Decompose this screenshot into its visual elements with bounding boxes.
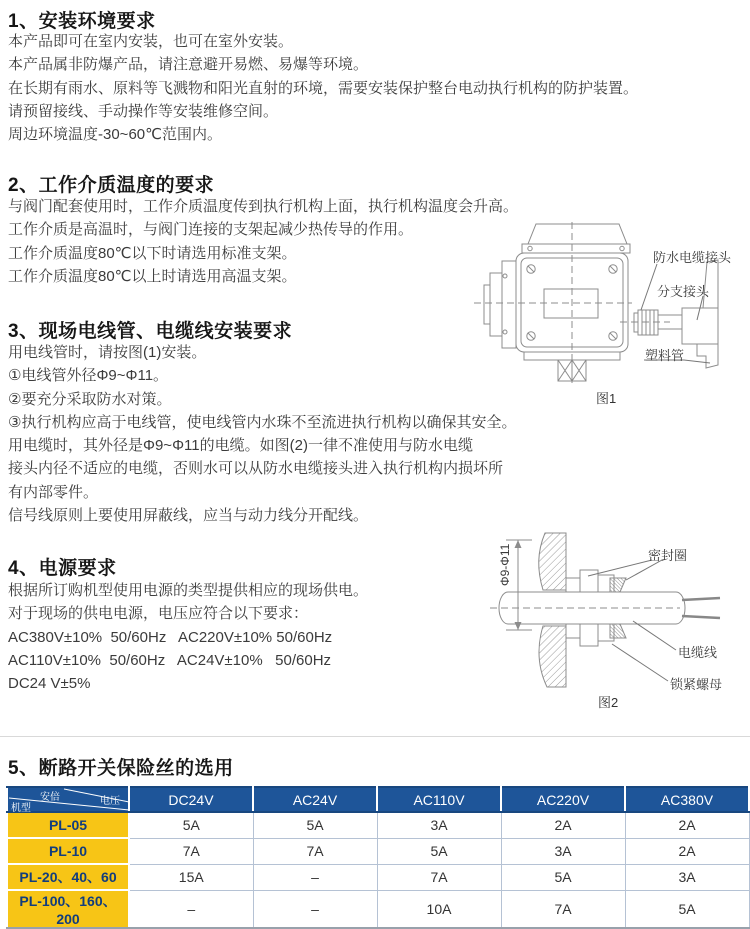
model-cell: PL-100、160、200: [7, 890, 129, 928]
paragraph-line: 请预留接线、手动操作等安装维修空间。: [8, 102, 279, 120]
section-3-body: [8, 341, 516, 527]
section-1-body: [8, 30, 638, 146]
voltage-spec-line: AC380V±10% 50/60Hz AC220V±10% 50/60Hz: [8, 628, 333, 646]
fuse-value-cell: 3A: [377, 812, 501, 838]
fuse-value-cell: 2A: [501, 812, 625, 838]
column-header-ac24v: AC24V: [253, 787, 377, 812]
fig2-label-lock-nut: 锁紧螺母: [670, 677, 723, 692]
fig2-dimension-label: Φ9-Φ11: [498, 543, 512, 586]
figure-2-gland-section-diagram: [460, 520, 750, 720]
table-row: [7, 864, 749, 890]
paragraph-line: ①电线管外径Φ9~Φ11。: [8, 367, 169, 385]
paragraph-line: 用电缆时，其外径是Φ9~Φ11的电缆。如图(2)一律不准使用与防水电缆: [8, 437, 473, 455]
paragraph-line: 根据所订购机型使用电源的类型提供相应的现场供电。: [8, 582, 369, 599]
figure-1-actuator-diagram: [470, 222, 750, 414]
fuse-value-cell: 7A: [501, 890, 625, 928]
table-row: [7, 812, 749, 838]
paragraph-line: 与阀门配套使用时，工作介质温度传到执行机构上面，执行机构温度会升高。: [8, 198, 519, 215]
fig2-label-seal-ring: 密封圈: [648, 548, 688, 563]
fuse-value-cell: –: [253, 890, 377, 928]
section-4-body: [8, 579, 368, 695]
corner-label-voltage: 电压: [100, 796, 120, 807]
fuse-value-cell: 3A: [501, 838, 625, 864]
voltage-spec-line: DC24 V±5%: [8, 675, 91, 693]
fig1-label-plastic-tube: 塑料管: [645, 348, 685, 363]
fig1-label-waterproof-gland: 防水电缆接头: [653, 250, 732, 265]
fuse-value-cell: –: [129, 890, 253, 928]
fuse-value-cell: 5A: [129, 812, 253, 838]
figure-1-caption: 图1: [596, 391, 617, 406]
voltage-spec-line: AC110V±10% 50/60Hz AC24V±10% 50/60Hz: [8, 651, 332, 669]
paragraph-line: 信号线原则上要使用屏蔽线，应当与动力线分开配线。: [8, 507, 369, 525]
table-row: [7, 838, 749, 864]
table-row: [7, 890, 749, 928]
fuse-value-cell: 5A: [377, 838, 501, 864]
paragraph-line: 在长期有雨水、原料等飞溅物和阳光直射的环境，需要安装保护整台电动执行机构的防护装置。: [8, 79, 639, 97]
paragraph-line: 对于现场的供电电源，电压应符合以下要求：: [8, 605, 309, 623]
fuse-value-cell: 7A: [253, 838, 377, 864]
fuse-value-cell: 3A: [625, 864, 749, 890]
paragraph-line: 用电线管时，请按图(1)安装。: [8, 344, 207, 361]
section-1-heading: 1、安装环境要求: [8, 11, 156, 32]
model-cell: PL-20、40、60: [7, 864, 129, 890]
fuse-value-cell: 5A: [253, 812, 377, 838]
paragraph-line: 工作介质温度80℃以上时请选用高温支架。: [8, 267, 297, 285]
figure-2-caption: 图2: [598, 695, 619, 710]
paragraph-line: 接头内径不适应的电缆，否则水可以从防水电缆接头进入执行机构内损坏所: [8, 460, 504, 478]
paragraph-line: 本产品即可在室内安装，也可在室外安装。: [8, 33, 294, 50]
table-corner-cell: [7, 787, 129, 812]
fuse-value-cell: 2A: [625, 812, 749, 838]
paragraph-line: 周边环境温度-30~60℃范围内。: [8, 126, 222, 144]
fuse-value-cell: 5A: [625, 890, 749, 928]
paragraph-line: ③执行机构应高于电线管，使电线管内水珠不至流进执行机构以确保其安全。: [8, 413, 517, 431]
paragraph-line: ②要充分采取防水对策。: [8, 390, 172, 408]
fuse-value-cell: 10A: [377, 890, 501, 928]
fig1-label-branch-joint: 分支接头: [657, 284, 710, 299]
paragraph-line: 工作介质是高温时，与阀门连接的支架起减少热传导的作用。: [8, 221, 414, 239]
section-5-heading: 5、断路开关保险丝的选用: [8, 758, 234, 779]
column-header-ac380v: AC380V: [625, 787, 749, 812]
model-cell: PL-05: [7, 812, 129, 838]
section-2-body: [8, 195, 518, 288]
corner-label-model: 机型: [11, 803, 31, 814]
fuse-selection-table: [6, 786, 750, 929]
paragraph-line: 有内部零件。: [8, 483, 99, 501]
fuse-value-cell: 2A: [625, 838, 749, 864]
fuse-value-cell: 7A: [377, 864, 501, 890]
section-3-heading: 3、现场电线管、电缆线安装要求: [8, 321, 293, 342]
column-header-dc24v: DC24V: [129, 787, 253, 812]
column-header-ac110v: AC110V: [377, 787, 501, 812]
fuse-value-cell: 5A: [501, 864, 625, 890]
table-header-row: [7, 787, 749, 812]
paragraph-line: 本产品属非防爆产品，请注意避开易燃、易爆等环境。: [8, 56, 369, 74]
fuse-value-cell: 7A: [129, 838, 253, 864]
section-4-heading: 4、电源要求: [8, 558, 117, 579]
fuse-value-cell: –: [253, 864, 377, 890]
paragraph-line: 工作介质温度80℃以下时请选用标准支架。: [8, 244, 297, 262]
model-cell: PL-10: [7, 838, 129, 864]
column-header-ac220v: AC220V: [501, 787, 625, 812]
corner-label-amps: 安倍: [40, 792, 60, 803]
section-2-heading: 2、工作介质温度的要求: [8, 175, 215, 196]
section-divider: [0, 736, 750, 737]
fuse-value-cell: 15A: [129, 864, 253, 890]
fig2-label-cable: 电缆线: [678, 645, 718, 660]
